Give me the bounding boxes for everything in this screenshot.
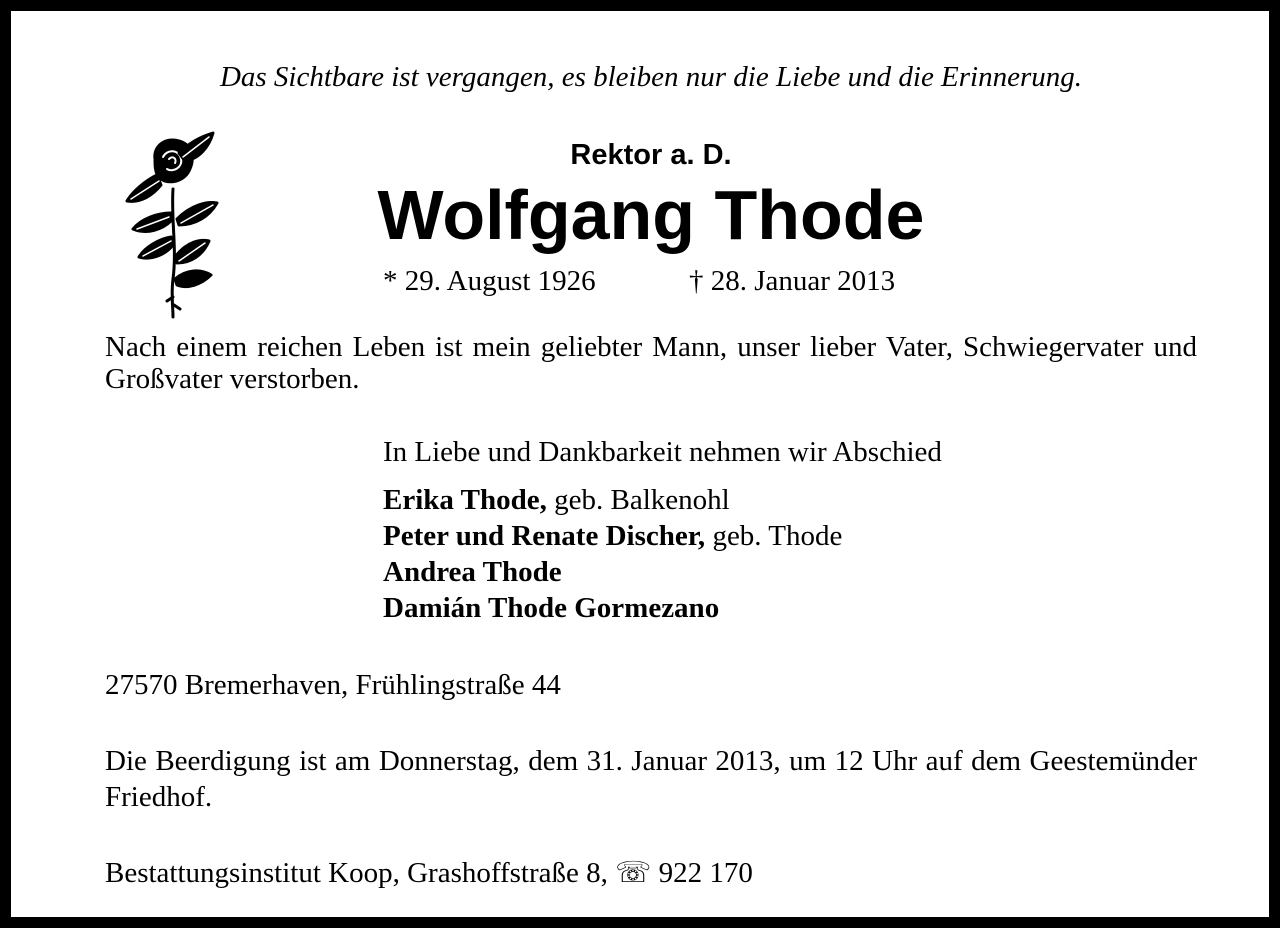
mourning-address: 27570 Bremerhaven, Frühlingstraße 44 bbox=[105, 669, 561, 701]
family-member-note: geb. Balkenohl bbox=[546, 484, 730, 516]
death-date: † 28. Januar 2013 bbox=[689, 265, 896, 297]
intro-text: Nach einem reichen Leben ist mein geliebter Mann, unser lieber Vater, Schwiegervater und Großvater verstorben. bbox=[105, 331, 1197, 395]
funeral-info: Die Beerdigung ist am Donnerstag, dem 31. Januar 2013, um 12 Uhr auf dem Geestemünder Friedhof. bbox=[105, 745, 1197, 813]
deceased-title: Rektor a. D. bbox=[570, 139, 732, 171]
farewell-line: In Liebe und Dankbarkeit nehmen wir Abschied bbox=[383, 436, 942, 468]
family-member-note: geb. Thode bbox=[705, 520, 843, 552]
family-member-name: Erika Thode, bbox=[383, 484, 547, 516]
deceased-name: Wolfgang Thode bbox=[377, 176, 925, 254]
family-member bbox=[383, 482, 842, 518]
birth-date: * 29. August 1926 bbox=[383, 265, 596, 297]
family-member bbox=[383, 554, 842, 590]
rose-icon bbox=[121, 129, 225, 319]
family-member bbox=[383, 518, 842, 554]
undertaker-info: Bestattungsinstitut Koop, Grashoffstraße 8, ☏ 922 170 bbox=[105, 857, 753, 889]
family-list bbox=[383, 482, 842, 626]
family-member-name: Andrea Thode bbox=[383, 556, 562, 588]
family-member-name: Damián Thode Gormezano bbox=[383, 592, 720, 624]
family-member bbox=[383, 590, 842, 626]
motto: Das Sichtbare ist vergangen, es bleiben nur die Liebe und die Erinnerung. bbox=[219, 61, 1083, 93]
family-member-name: Peter und Renate Discher, bbox=[383, 520, 706, 552]
